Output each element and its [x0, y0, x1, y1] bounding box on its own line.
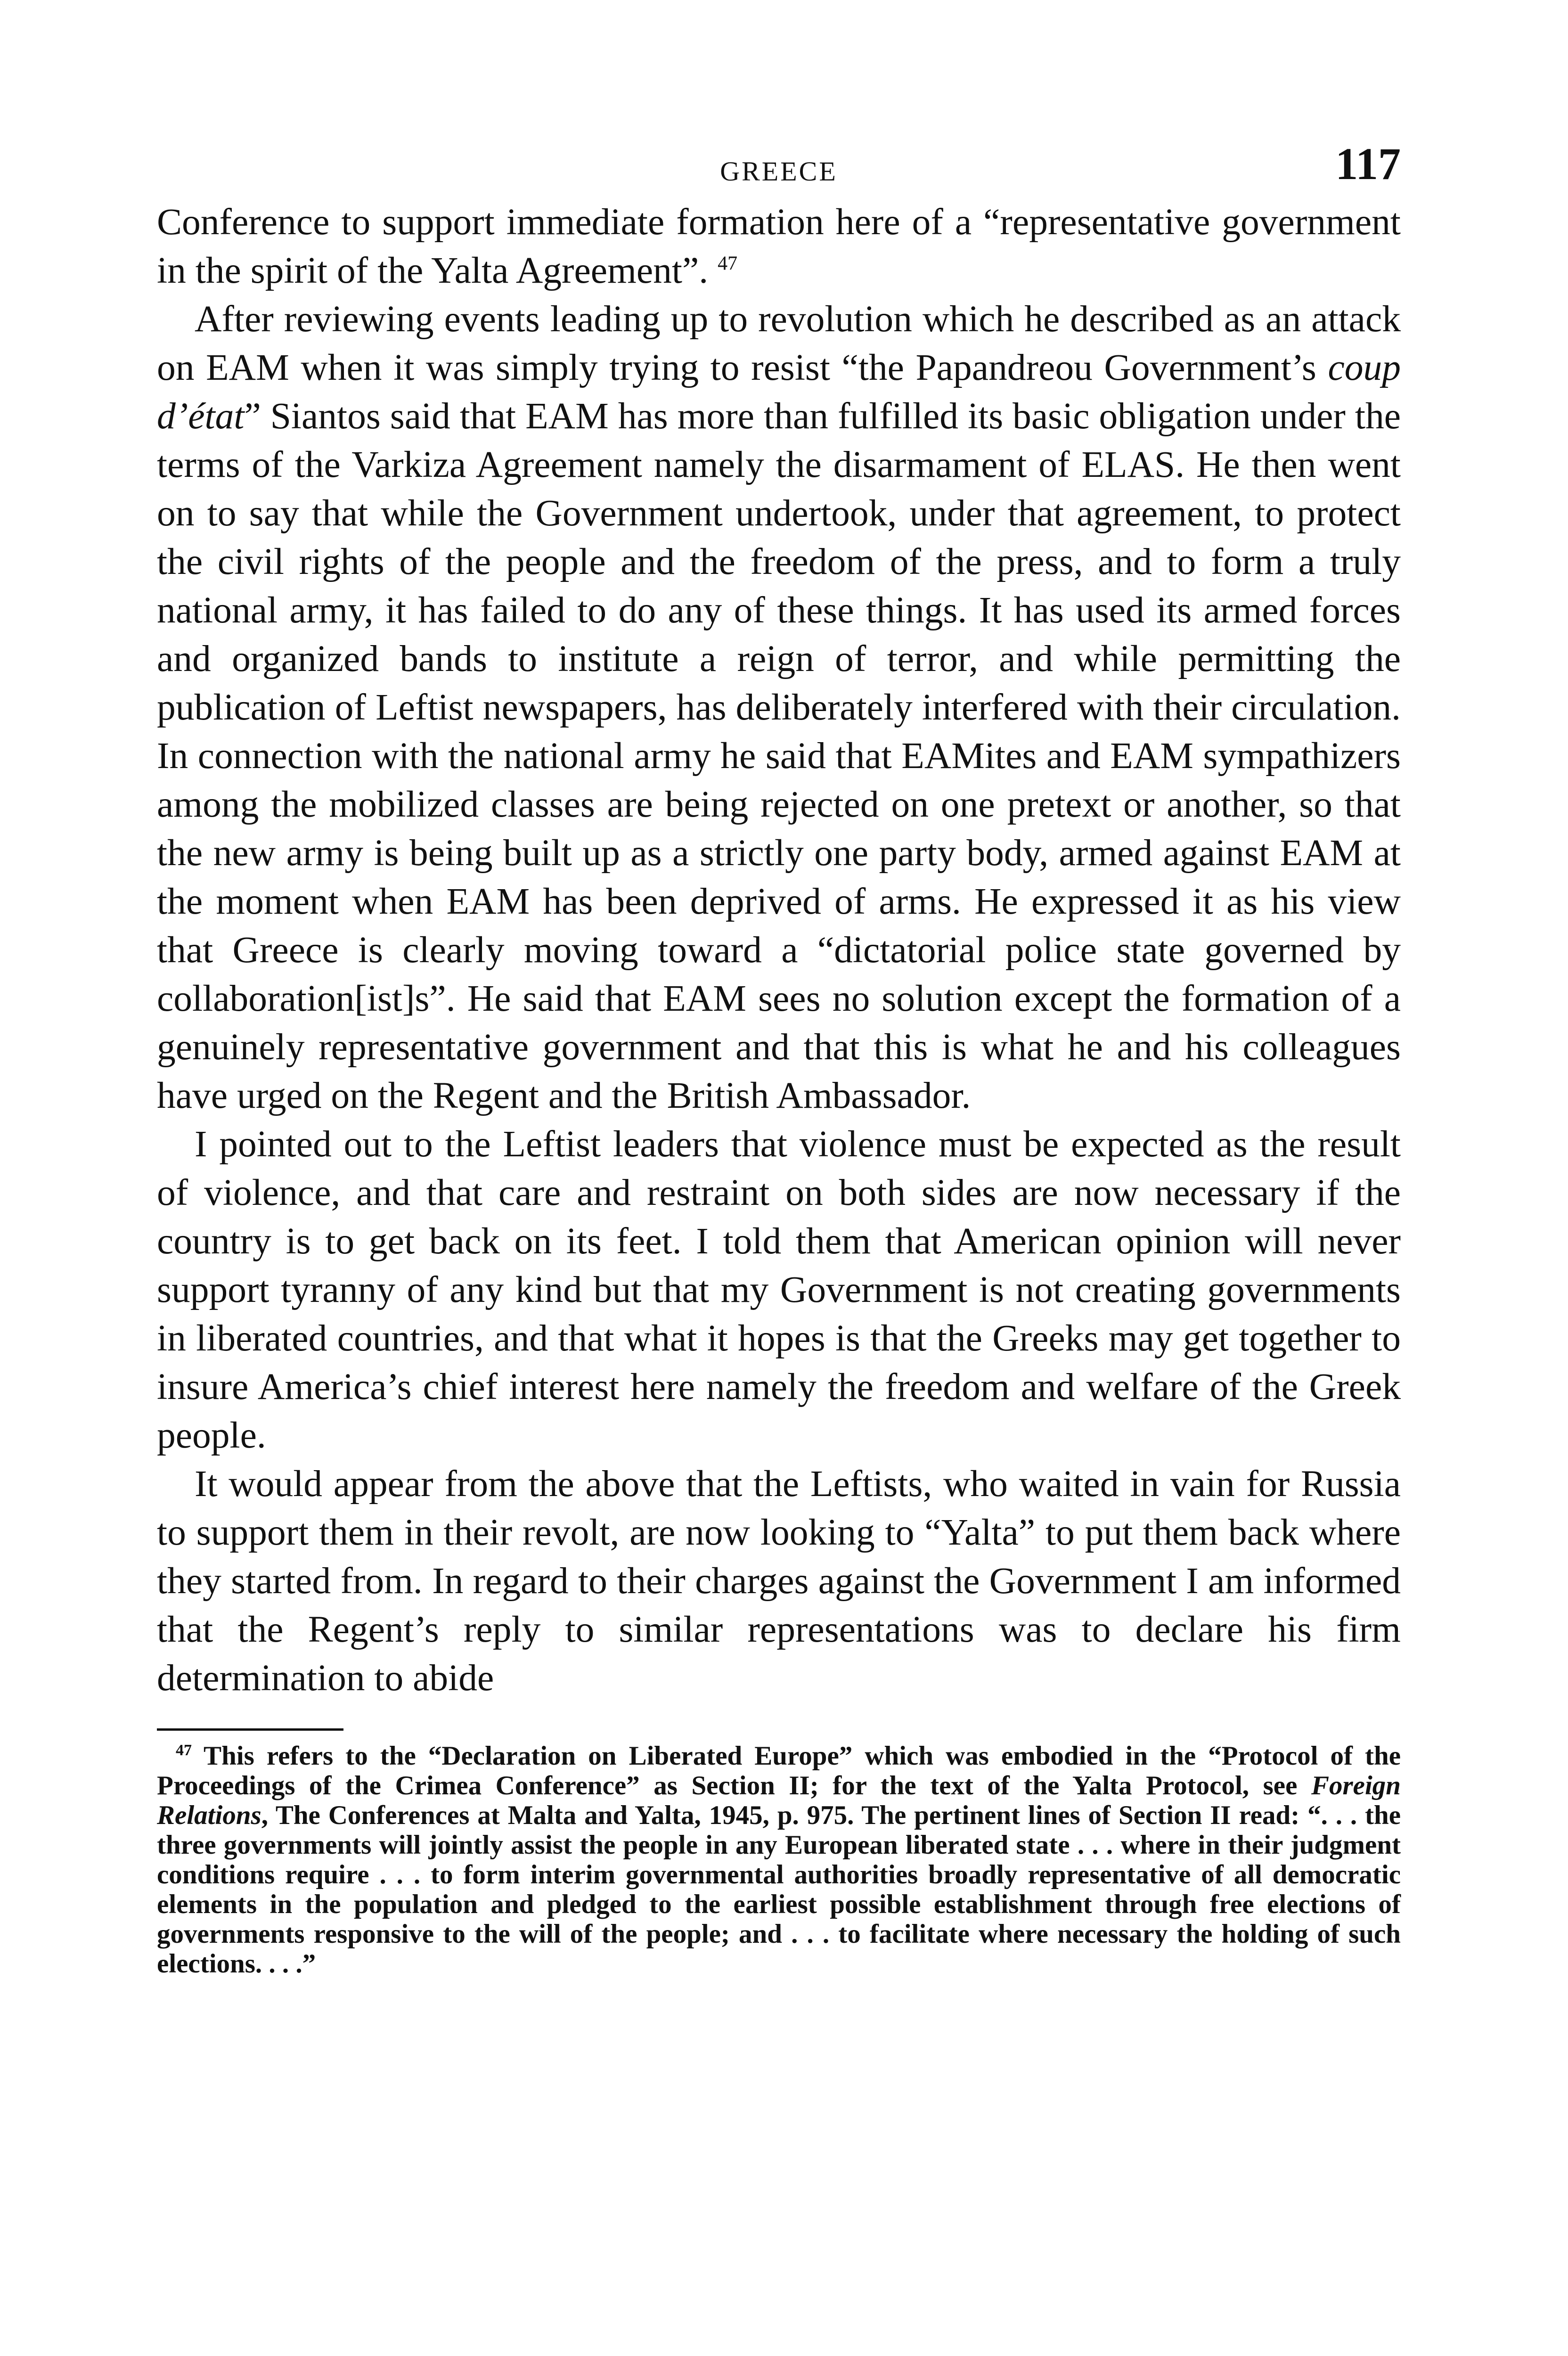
footnote-rule — [157, 1728, 343, 1731]
page-number: 117 — [1335, 139, 1401, 189]
footnote-text-part-2: , The Conferences at Malta and Yalta, 1945, p. 975. The pertinent lines of Section II read: “. . . the three governments will jointly assist the people in any European liberated state . . . where in their judgment conditions require . . . to form interim governmental authorities broadly representative of all democratic elements in the population and pledged to the earliest possible establishment through free elections of governments responsive to the will of the people; and . . . to facilitate where necessary the holding of such elections. . . .” — [157, 1800, 1401, 1979]
footnote-text-part-1: This refers to the “Declaration on Liberated Europe” which was embodied in the “Protocol of the Proceedings of the Crimea Conference” as Section II; for the text of the Yalta Protocol, see — [157, 1741, 1401, 1800]
paragraph-2 — [157, 295, 1401, 1120]
paragraph-4: It would appear from the above that the Leftists, who waited in vain for Russia to support them in their revolt, are now looking to “Yalta” to put them back where they started from. In regard to their charges against the Government I am informed that the Regent’s reply to similar representations was to declare his firm determination to abide — [157, 1463, 1401, 1699]
body-text — [157, 198, 1401, 1702]
paragraph-2-part-a: After reviewing events leading up to revolution which he described as an attack on EAM when it was simply trying to resist “the Papandreou Government’s — [157, 298, 1401, 388]
paragraph-1 — [157, 198, 1401, 295]
paragraph-1-text: Conference to support immediate formation here of a “representative government in the spirit of the Yalta Agreement”. — [157, 201, 1401, 291]
paragraph-2-part-c: ” Siantos said that EAM has more than fulfilled its basic obligation under the terms of the Varkiza Agreement namely the disarmament of ELAS. He then went on to say that while the Government undertook, under that agreement, to protect the civil rights of the people and the freedom of the press, and to form a truly national army, it has failed to do any of these things. It has used its armed forces and organized bands to institute a reign of terror, and while permitting the publication of Leftist newspapers, has deliberately interfered with their circulation. In connection with the national army he said that EAMites and EAM sympathizers among the mobilized classes are being rejected on one pretext or another, so that the new army is being built up as a strictly one party body, armed against EAM at the moment when EAM has been deprived of arms. He expressed it as his view that Greece is clearly moving toward a “dictatorial police state governed by collaboration[ist]s”. He said that EAM sees no solution except the formation of a genuinely representative government and that this is what he and his colleagues have urged on the Regent and the British Ambassador. — [157, 395, 1401, 1116]
running-title: GREECE — [720, 156, 838, 187]
paragraph-3: I pointed out to the Leftist leaders that violence must be expected as the result of violence, and that care and restraint on both sides are now necessary if the country is to get back on its feet. I told them that American opinion will never support tyranny of any kind but that my Government is not creating governments in liberated countries, and that what it hopes is that the Greeks may get together to insure America’s chief interest here namely the freedom and welfare of the Greek people. — [157, 1123, 1401, 1456]
paragraph-2-italic-phrase: coup d’état — [157, 347, 1401, 437]
document-page — [157, 141, 1401, 2356]
footnote-ref-47: 47 — [718, 253, 738, 275]
footnote-47 — [157, 1741, 1401, 1979]
footnote-italic-title: Foreign Relations — [157, 1771, 1401, 1830]
footnote-number: 47 — [176, 1742, 192, 1759]
footnotes — [157, 1741, 1401, 1979]
running-head — [157, 141, 1401, 198]
